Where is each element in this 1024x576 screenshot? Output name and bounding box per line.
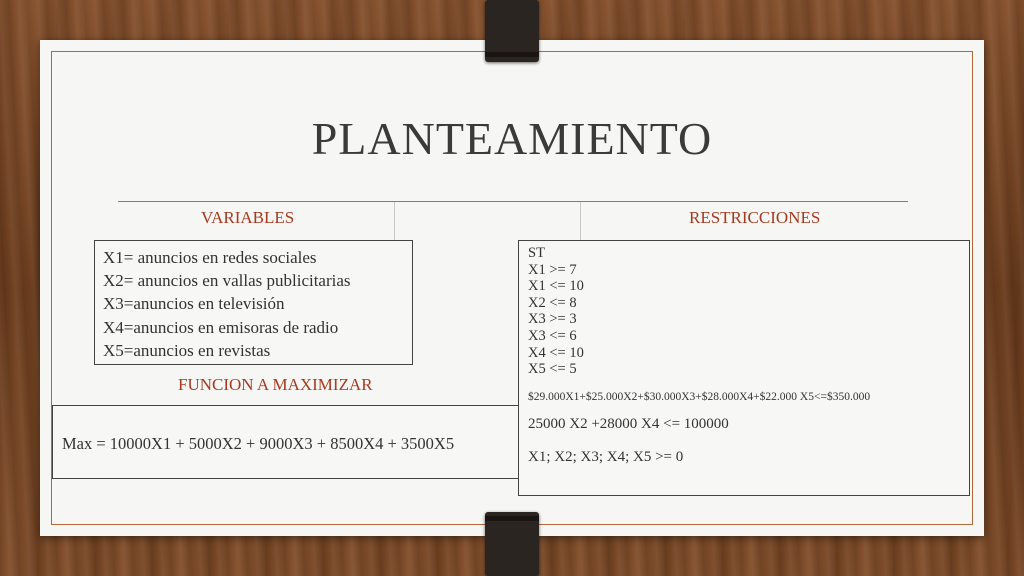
restrictions-box	[518, 240, 970, 496]
restriction-line: X3 <= 6	[528, 327, 577, 344]
variable-item: X1= anuncios en redes sociales	[103, 248, 317, 267]
binder-clip-top	[485, 0, 539, 62]
clip-band	[485, 516, 539, 521]
variables-heading: VARIABLES	[201, 208, 295, 227]
restriction-line: X3 >= 3	[528, 311, 577, 328]
variable-item: X3=anuncios en televisión	[103, 294, 285, 314]
restriction-line: X4 <= 10	[528, 344, 584, 361]
restriction-line: X1 <= 10	[528, 278, 584, 295]
variable-item: X4=anuncios en emisoras de radio	[103, 317, 339, 337]
variable-item: X2= anuncios en vallas publicitarias	[103, 271, 351, 291]
restrictions-heading: RESTRICCIONES	[689, 208, 821, 227]
binder-clip-bottom	[485, 512, 539, 576]
title-divider	[118, 201, 908, 202]
variables-box	[94, 240, 413, 365]
variable-item: X5=anuncios en revistas	[103, 340, 271, 360]
combined-constraint: 25000 X2 +28000 X4 <= 100000	[528, 415, 729, 432]
objective-expression: Max = 10000X1 + 5000X2 + 9000X3 + 8500X4 + 3500X5	[62, 434, 455, 453]
table-gridline	[580, 202, 581, 240]
restriction-line: X2 <= 8	[528, 294, 577, 311]
objective-box	[52, 405, 520, 479]
table-gridline	[394, 202, 395, 240]
slide-title: PLANTEAMIENTO	[311, 113, 713, 164]
restriction-line: X1 >= 7	[528, 261, 577, 278]
objective-heading: FUNCION A MAXIMIZAR	[178, 375, 373, 394]
budget-constraint: $29.000X1+$25.000X2+$30.000X3+$28.000X4+$22.000 X5<=$350.000	[528, 390, 871, 403]
clip-band	[485, 52, 539, 57]
restriction-line: X5 <= 5	[528, 361, 577, 378]
restriction-line: ST	[528, 245, 545, 261]
nonnegativity-constraint: X1; X2; X3; X4; X5 >= 0	[528, 448, 684, 465]
